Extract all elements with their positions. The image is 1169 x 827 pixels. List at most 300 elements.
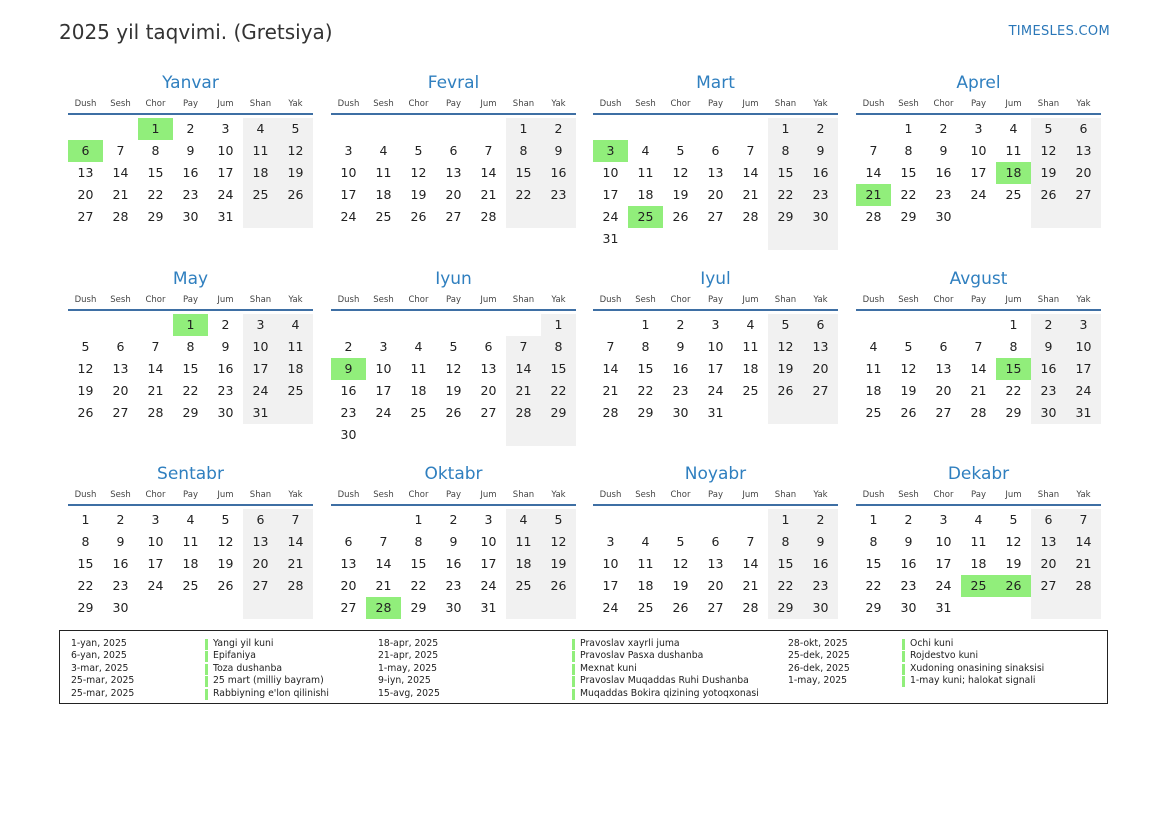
- weekday-label: Pay: [183, 490, 198, 500]
- holiday-date: 3-mar, 2025: [71, 662, 129, 674]
- weekday-header: [68, 291, 313, 311]
- day-cell: 23: [340, 405, 357, 420]
- weekday-label: Yak: [551, 490, 566, 500]
- day-cell: 24: [935, 578, 952, 593]
- day-cell: 4: [243, 118, 278, 140]
- day-cell: 21: [970, 383, 987, 398]
- holiday-marker: [572, 664, 575, 675]
- empty-cell: [628, 509, 663, 531]
- day-cell: 28: [112, 209, 129, 224]
- holiday-entry: [788, 663, 1118, 675]
- weekday-label: Jum: [1005, 490, 1022, 500]
- day-cell: 20: [480, 383, 497, 398]
- holiday-date: 1-yan, 2025: [71, 638, 127, 649]
- day-cell: 5: [541, 509, 576, 531]
- day-cell: 26: [217, 578, 234, 593]
- day-cell: 10: [1066, 336, 1101, 358]
- day-cell: 19: [1005, 556, 1022, 571]
- day-cell: 11: [1005, 143, 1022, 158]
- day-cell: 2: [939, 121, 948, 136]
- month-name: Avgust: [949, 269, 1008, 289]
- day-cell: 15: [900, 165, 917, 180]
- day-cell: 17: [217, 165, 234, 180]
- day-cell: 24: [707, 383, 724, 398]
- empty-cell: [803, 228, 838, 250]
- empty-cell: [506, 314, 541, 336]
- weekday-label: Pay: [446, 295, 461, 305]
- day-cell: 22: [147, 187, 164, 202]
- day-cell: 28: [506, 402, 541, 424]
- day-cell: 5: [81, 339, 90, 354]
- weekday-label: Shan: [1037, 99, 1060, 109]
- holiday-name: Xudoning onasining sinaksisi: [910, 662, 1045, 674]
- day-cell: 3: [974, 121, 983, 136]
- empty-cell: [173, 597, 208, 619]
- day-cell: 5: [221, 512, 230, 527]
- day-cell: 23: [803, 575, 838, 597]
- day-cell: 29: [900, 209, 917, 224]
- day-cell: 24: [340, 209, 357, 224]
- day-cell: 15: [77, 556, 94, 571]
- day-cell: 18: [182, 556, 199, 571]
- weekday-label: Sesh: [898, 99, 919, 109]
- day-cell: 7: [1066, 509, 1101, 531]
- day-grid: [331, 118, 576, 228]
- day-cell: 16: [803, 162, 838, 184]
- day-cell: 12: [278, 140, 313, 162]
- empty-cell: [698, 228, 733, 250]
- day-cell: 14: [506, 358, 541, 380]
- holiday-date: 25-dek, 2025: [788, 650, 850, 662]
- holiday-entry: [378, 675, 749, 687]
- day-cell: 12: [541, 531, 576, 553]
- empty-cell: [506, 206, 541, 228]
- empty-cell: [663, 228, 698, 250]
- empty-cell: [103, 314, 138, 336]
- day-cell: 15: [637, 361, 654, 376]
- weekday-label: Yak: [1076, 490, 1091, 500]
- day-grid: [593, 118, 838, 250]
- holiday-entry: [378, 650, 708, 662]
- empty-cell: [961, 314, 996, 336]
- day-cell: 24: [480, 578, 497, 593]
- weekday-label: Dush: [337, 99, 360, 109]
- day-cell: 14: [375, 556, 392, 571]
- weekday-label: Dush: [862, 99, 885, 109]
- day-grid: [331, 314, 576, 446]
- weekday-label: Jum: [480, 295, 497, 305]
- day-cell: 9: [1031, 336, 1066, 358]
- day-grid: [593, 509, 838, 619]
- holiday-name: 1-may kuni; halokat signali: [910, 675, 1036, 687]
- day-cell: 29: [541, 402, 576, 424]
- month-name: Yanvar: [162, 73, 219, 93]
- day-cell: 4: [641, 534, 650, 549]
- day-cell: 20: [340, 578, 357, 593]
- day-cell: 25: [278, 380, 313, 402]
- empty-cell: [436, 314, 471, 336]
- day-cell: 4: [379, 143, 388, 158]
- day-cell: 10: [970, 143, 987, 158]
- day-cell: 20: [935, 383, 952, 398]
- empty-cell: [278, 402, 313, 424]
- holiday-name: Rojdestvo kuni: [910, 650, 979, 662]
- day-cell: 15: [410, 556, 427, 571]
- day-cell: 13: [1031, 531, 1066, 553]
- holiday-date: 9-iyn, 2025: [378, 675, 431, 687]
- empty-cell: [103, 118, 138, 140]
- holiday-marker: [902, 664, 905, 675]
- day-grid: [68, 509, 313, 619]
- day-cell: 16: [900, 556, 917, 571]
- holiday-day: 15: [996, 358, 1031, 380]
- month-oktabr: [331, 463, 576, 619]
- day-cell: 27: [707, 209, 724, 224]
- day-cell: 14: [970, 361, 987, 376]
- empty-cell: [733, 509, 768, 531]
- empty-cell: [768, 228, 803, 250]
- day-cell: 9: [939, 143, 948, 158]
- day-cell: 14: [480, 165, 497, 180]
- empty-cell: [1031, 206, 1066, 228]
- weekday-label: Shan: [512, 99, 535, 109]
- day-cell: 26: [672, 600, 689, 615]
- day-cell: 19: [445, 383, 462, 398]
- weekday-label: Chor: [145, 99, 166, 109]
- day-cell: 25: [637, 600, 654, 615]
- day-cell: 19: [768, 358, 803, 380]
- empty-cell: [593, 314, 628, 336]
- day-cell: 6: [939, 339, 948, 354]
- empty-cell: [768, 402, 803, 424]
- page-title: 2025 yil taqvimi. (Gretsiya): [59, 20, 333, 44]
- holiday-name: Epifaniya: [213, 650, 257, 662]
- day-cell: 19: [410, 187, 427, 202]
- day-cell: 24: [217, 187, 234, 202]
- day-cell: 21: [506, 380, 541, 402]
- day-cell: 7: [606, 339, 615, 354]
- day-cell: 18: [410, 383, 427, 398]
- empty-cell: [628, 228, 663, 250]
- holiday-date: 6-yan, 2025: [71, 650, 127, 662]
- day-cell: 1: [641, 317, 650, 332]
- empty-cell: [331, 118, 366, 140]
- day-cell: 10: [217, 143, 234, 158]
- day-cell: 8: [506, 140, 541, 162]
- day-cell: 31: [480, 600, 497, 615]
- day-cell: 3: [1066, 314, 1101, 336]
- holiday-day: 3: [593, 140, 628, 162]
- day-cell: 26: [672, 209, 689, 224]
- day-cell: 12: [1031, 140, 1066, 162]
- day-cell: 7: [379, 534, 388, 549]
- holiday-day: 18: [996, 162, 1031, 184]
- holiday-name: Pravoslav xayrli juma: [580, 638, 680, 649]
- day-cell: 18: [637, 578, 654, 593]
- day-cell: 6: [1031, 509, 1066, 531]
- day-grid: [331, 509, 576, 619]
- holiday-name: Muqaddas Bokira qizining yotoqxonasi: [580, 687, 759, 699]
- weekday-label: Dush: [599, 490, 622, 500]
- empty-cell: [1031, 597, 1066, 619]
- day-cell: 18: [742, 361, 759, 376]
- day-cell: 5: [904, 339, 913, 354]
- holiday-legend: [59, 630, 1108, 704]
- weekday-label: Sesh: [373, 490, 394, 500]
- day-cell: 20: [77, 187, 94, 202]
- day-cell: 17: [1066, 358, 1101, 380]
- day-cell: 21: [602, 383, 619, 398]
- day-cell: 17: [602, 578, 619, 593]
- holiday-name: Ochi kuni: [910, 638, 954, 649]
- month-name: Noyabr: [684, 464, 747, 484]
- day-cell: 23: [935, 187, 952, 202]
- weekday-label: Shan: [249, 99, 272, 109]
- day-cell: 26: [1031, 184, 1066, 206]
- month-name: Mart: [696, 73, 735, 93]
- month-iyun: [331, 268, 576, 446]
- holiday-entry: [71, 663, 401, 675]
- weekday-label: Dush: [862, 490, 885, 500]
- day-cell: 8: [869, 534, 878, 549]
- day-cell: 14: [602, 361, 619, 376]
- weekday-header: [856, 486, 1101, 506]
- day-cell: 1: [768, 509, 803, 531]
- empty-cell: [698, 509, 733, 531]
- day-cell: 7: [869, 143, 878, 158]
- weekday-label: Sesh: [635, 490, 656, 500]
- day-cell: 5: [449, 339, 458, 354]
- day-cell: 27: [243, 575, 278, 597]
- month-name: Sentabr: [157, 464, 224, 484]
- day-cell: 12: [1005, 534, 1022, 549]
- day-cell: 13: [340, 556, 357, 571]
- day-cell: 11: [506, 531, 541, 553]
- day-cell: 23: [541, 184, 576, 206]
- day-cell: 13: [707, 556, 724, 571]
- month-name: Fevral: [427, 73, 480, 93]
- weekday-label: Chor: [670, 490, 691, 500]
- month-name: Dekabr: [947, 464, 1010, 484]
- weekday-header: [331, 95, 576, 115]
- day-cell: 1: [768, 118, 803, 140]
- day-cell: 23: [1031, 380, 1066, 402]
- day-cell: 4: [974, 512, 983, 527]
- day-cell: 28: [278, 575, 313, 597]
- day-cell: 8: [414, 534, 423, 549]
- day-cell: 6: [449, 143, 458, 158]
- day-cell: 1: [904, 121, 913, 136]
- weekday-label: Pay: [183, 295, 198, 305]
- day-cell: 16: [541, 162, 576, 184]
- day-cell: 6: [711, 534, 720, 549]
- day-cell: 5: [1009, 512, 1018, 527]
- day-cell: 19: [217, 556, 234, 571]
- empty-cell: [506, 597, 541, 619]
- empty-cell: [68, 314, 103, 336]
- weekday-label: Jum: [217, 99, 234, 109]
- weekday-label: Shan: [1037, 490, 1060, 500]
- day-cell: 4: [278, 314, 313, 336]
- day-cell: 3: [243, 314, 278, 336]
- day-cell: 7: [116, 143, 125, 158]
- weekday-label: Chor: [408, 295, 429, 305]
- day-cell: 22: [900, 187, 917, 202]
- day-cell: 16: [340, 383, 357, 398]
- day-cell: 25: [182, 578, 199, 593]
- day-cell: 25: [375, 209, 392, 224]
- day-cell: 2: [344, 339, 353, 354]
- day-cell: 29: [865, 600, 882, 615]
- day-cell: 27: [480, 405, 497, 420]
- empty-cell: [278, 206, 313, 228]
- empty-cell: [208, 597, 243, 619]
- month-name: Iyul: [700, 269, 731, 289]
- holiday-entry: [71, 688, 401, 700]
- day-cell: 6: [803, 314, 838, 336]
- weekday-label: Sesh: [110, 295, 131, 305]
- day-cell: 28: [1066, 575, 1101, 597]
- day-cell: 17: [243, 358, 278, 380]
- day-cell: 2: [803, 118, 838, 140]
- empty-cell: [593, 118, 628, 140]
- empty-cell: [436, 118, 471, 140]
- day-cell: 27: [935, 405, 952, 420]
- day-cell: 26: [768, 380, 803, 402]
- weekday-label: Shan: [249, 295, 272, 305]
- weekday-header: [593, 291, 838, 311]
- day-cell: 23: [900, 578, 917, 593]
- holiday-name: Rabbiyning e'lon qilinishi: [213, 687, 329, 699]
- empty-cell: [471, 118, 506, 140]
- day-cell: 21: [375, 578, 392, 593]
- day-cell: 16: [803, 553, 838, 575]
- holiday-marker: [572, 651, 575, 662]
- day-cell: 9: [803, 531, 838, 553]
- holiday-marker: [572, 676, 575, 687]
- weekday-label: Sesh: [110, 99, 131, 109]
- holiday-date: 1-may, 2025: [378, 662, 438, 674]
- day-cell: 5: [676, 143, 685, 158]
- day-cell: 21: [480, 187, 497, 202]
- day-cell: 24: [970, 187, 987, 202]
- day-cell: 21: [278, 553, 313, 575]
- empty-cell: [138, 597, 173, 619]
- day-cell: 2: [186, 121, 195, 136]
- month-name: Aprel: [956, 73, 1001, 93]
- weekday-label: Sesh: [110, 490, 131, 500]
- holiday-date: 25-mar, 2025: [71, 675, 135, 687]
- weekday-label: Shan: [249, 490, 272, 500]
- day-cell: 2: [449, 512, 458, 527]
- day-cell: 15: [865, 556, 882, 571]
- day-cell: 3: [606, 534, 615, 549]
- weekday-header: [331, 486, 576, 506]
- day-cell: 13: [935, 361, 952, 376]
- day-cell: 29: [182, 405, 199, 420]
- weekday-label: Sesh: [373, 295, 394, 305]
- weekday-label: Chor: [933, 99, 954, 109]
- weekday-label: Dush: [599, 99, 622, 109]
- empty-cell: [541, 206, 576, 228]
- day-cell: 24: [243, 380, 278, 402]
- day-cell: 8: [1009, 339, 1018, 354]
- day-cell: 22: [410, 578, 427, 593]
- empty-cell: [1066, 597, 1101, 619]
- weekday-label: Jum: [1005, 99, 1022, 109]
- day-cell: 3: [379, 339, 388, 354]
- weekday-label: Shan: [1037, 295, 1060, 305]
- holiday-day: 1: [138, 118, 173, 140]
- holiday-marker: [902, 676, 905, 687]
- weekday-label: Pay: [971, 295, 986, 305]
- day-cell: 24: [375, 405, 392, 420]
- day-cell: 18: [506, 553, 541, 575]
- day-cell: 22: [182, 383, 199, 398]
- day-cell: 21: [112, 187, 129, 202]
- day-cell: 30: [182, 209, 199, 224]
- day-cell: 12: [672, 556, 689, 571]
- empty-cell: [243, 597, 278, 619]
- day-cell: 18: [637, 187, 654, 202]
- day-cell: 18: [970, 556, 987, 571]
- day-cell: 28: [742, 209, 759, 224]
- day-cell: 20: [707, 187, 724, 202]
- holiday-date: 28-okt, 2025: [788, 638, 848, 649]
- day-cell: 7: [484, 143, 493, 158]
- holiday-name: Pravoslav Muqaddas Ruhi Dushanba: [580, 675, 749, 687]
- weekday-label: Shan: [774, 295, 797, 305]
- weekday-label: Pay: [971, 490, 986, 500]
- weekday-label: Pay: [446, 99, 461, 109]
- weekday-label: Sesh: [635, 295, 656, 305]
- day-cell: 8: [541, 336, 576, 358]
- day-cell: 8: [904, 143, 913, 158]
- month-iyul: [593, 268, 838, 424]
- holiday-entry: [71, 650, 401, 662]
- day-cell: 17: [707, 361, 724, 376]
- holiday-date: 25-mar, 2025: [71, 687, 135, 699]
- empty-cell: [541, 597, 576, 619]
- month-sentabr: [68, 463, 313, 619]
- day-cell: 22: [768, 184, 803, 206]
- day-cell: 7: [151, 339, 160, 354]
- day-cell: 26: [410, 209, 427, 224]
- holiday-marker: [902, 639, 905, 650]
- day-cell: 3: [221, 121, 230, 136]
- day-cell: 16: [935, 165, 952, 180]
- day-cell: 30: [935, 209, 952, 224]
- month-noyabr: [593, 463, 838, 619]
- weekday-header: [593, 95, 838, 115]
- day-cell: 24: [602, 209, 619, 224]
- day-cell: 10: [243, 336, 278, 358]
- day-cell: 20: [112, 383, 129, 398]
- day-cell: 19: [672, 187, 689, 202]
- holiday-day: 28: [366, 597, 401, 619]
- day-cell: 25: [742, 383, 759, 398]
- site-link[interactable]: TIMESLES.COM: [1008, 24, 1110, 39]
- weekday-label: Chor: [408, 99, 429, 109]
- day-cell: 25: [1005, 187, 1022, 202]
- empty-cell: [401, 424, 436, 446]
- weekday-label: Yak: [1076, 99, 1091, 109]
- day-cell: 8: [151, 143, 160, 158]
- day-cell: 15: [541, 358, 576, 380]
- day-cell: 13: [707, 165, 724, 180]
- day-cell: 9: [221, 339, 230, 354]
- empty-cell: [401, 314, 436, 336]
